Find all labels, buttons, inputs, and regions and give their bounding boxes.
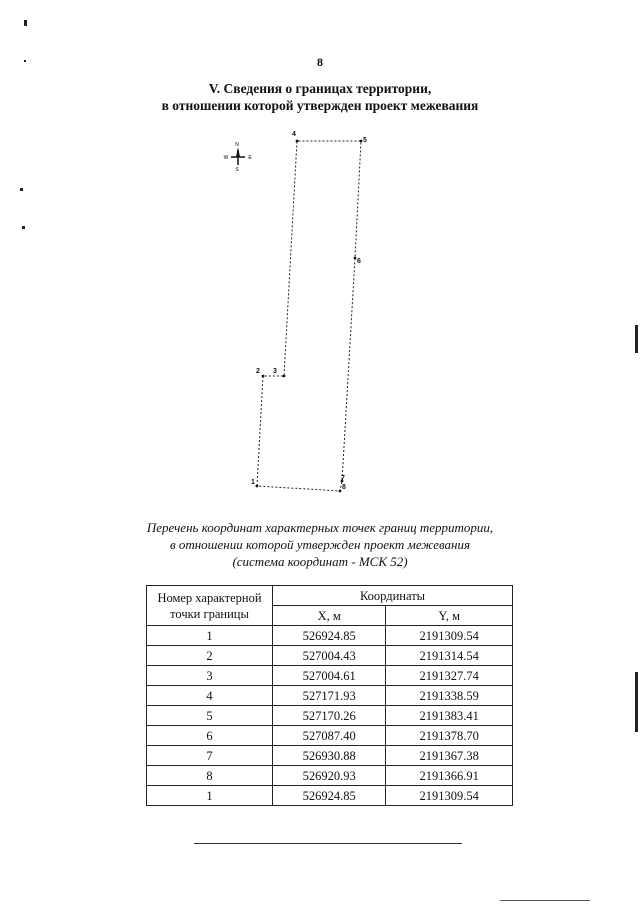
cell-point: 1 [147,626,273,646]
cell-y: 2191367.38 [386,746,513,766]
cell-x: 526930.88 [273,746,386,766]
compass-s-label: S [235,167,239,173]
coordinates-table [146,585,513,806]
vertex-marker [296,140,299,143]
page-number: 8 [317,55,323,69]
vertex-marker [256,485,259,488]
table-header-row [147,586,513,606]
point-label-4: 4 [292,131,296,138]
point-label-3: 3 [273,368,277,375]
heading-line-1: V. Сведения о границах территории, [208,81,432,96]
cell-x: 527171.93 [273,686,386,706]
cell-x: 527004.61 [273,666,386,686]
cell-y: 2191378.70 [386,726,513,746]
cell-point: 3 [147,666,273,686]
boundary-polygon [257,141,361,491]
point-label-5: 5 [363,137,367,144]
header-x: X, м [273,606,386,626]
heading-line-2: в отношении которой утвержден проект межевания [161,98,479,113]
vertex-marker [360,140,363,143]
vertex-marker [339,490,342,493]
cell-point: 8 [147,766,273,786]
scan-mark [500,900,590,901]
table-row [147,746,513,766]
cell-x: 527087.40 [273,726,386,746]
compass-e-label: E [248,155,252,161]
table-row [147,646,513,666]
cell-point: 4 [147,686,273,706]
compass-w-label: W [223,155,229,161]
vertex-marker [262,375,265,378]
cell-y: 2191314.54 [386,646,513,666]
vertex-markers [256,140,363,493]
caption-line-3: (система координат - МСК 52) [232,554,408,569]
cell-y: 2191338.59 [386,686,513,706]
cell-point: 2 [147,646,273,666]
caption-line-2: в отношении которой утвержден проект межевания [169,537,471,552]
cell-point: 7 [147,746,273,766]
header-point-number: Номер характерной точки границы [147,586,273,626]
cell-point: 1 [147,786,273,806]
cell-y: 2191309.54 [386,626,513,646]
table-row [147,786,513,806]
point-label-7: 7 [341,475,345,482]
compass-icon [224,142,253,173]
cell-point: 5 [147,706,273,726]
cell-point: 6 [147,726,273,746]
point-label-1: 1 [251,479,255,486]
cell-y: 2191383.41 [386,706,513,726]
table-row [147,706,513,726]
footer-divider [194,843,462,844]
header-coordinates: Координаты [273,586,513,606]
cell-y: 2191309.54 [386,786,513,806]
cell-x: 527170.26 [273,706,386,726]
table-row [147,666,513,686]
table-row [147,626,513,646]
scan-mark [635,672,638,732]
cell-x: 526924.85 [273,786,386,806]
cell-x: 526924.85 [273,626,386,646]
cell-x: 527004.43 [273,646,386,666]
caption-line-1: Перечень координат характерных точек границ территории, [146,520,494,535]
cell-y: 2191366.91 [386,766,513,786]
table-row [147,726,513,746]
point-label-6: 6 [357,258,361,265]
compass-n-label: N [235,142,239,148]
vertex-marker [283,375,286,378]
cell-y: 2191327.74 [386,666,513,686]
point-label-2: 2 [256,368,260,375]
vertex-marker [354,257,357,260]
point-label-8: 8 [342,484,346,491]
table-row [147,686,513,706]
table-row [147,766,513,786]
header-y: Y, м [386,606,513,626]
table-caption [60,519,580,570]
cell-x: 526920.93 [273,766,386,786]
